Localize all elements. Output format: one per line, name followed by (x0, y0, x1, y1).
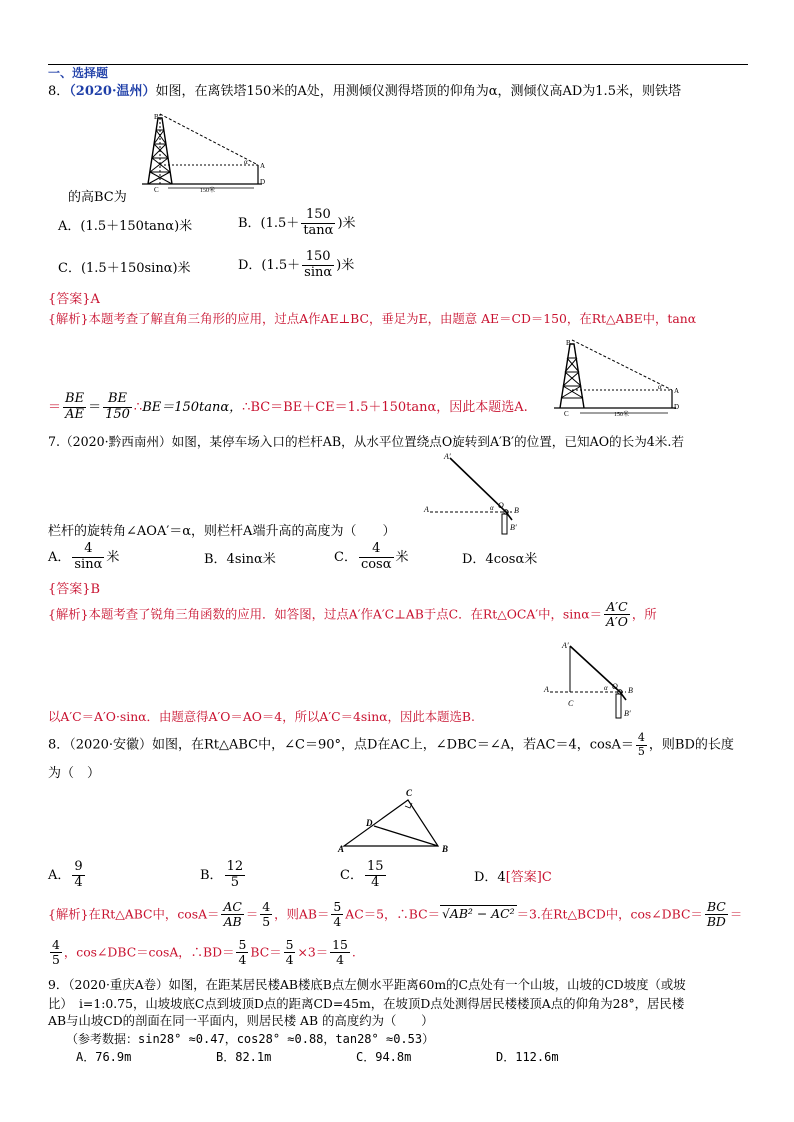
q4-line2: 比） i=1:0.75，山坡坡底C点到坡顶D点的距离CD=45m，在坡顶D点处测得居民楼楼顶A点的仰角为28°，居民楼 (48, 996, 685, 1011)
q3-an-3: ，则AB＝ (274, 906, 330, 922)
q1-option-a: A．(1.5＋150tanα)米 (58, 219, 193, 234)
q1-frac-be-150 (103, 392, 132, 423)
q1-stem (48, 84, 681, 100)
q3-fig-label-b: B (442, 844, 449, 854)
q1-option-b-num: 150 (301, 208, 335, 224)
q1-analysis-eq2: ＝ (88, 399, 102, 415)
q1-option-b-post: )米 (337, 215, 356, 231)
q2-analysis-end: ，所 (631, 606, 657, 622)
q3-l2-4: . (351, 944, 356, 960)
q1-frac2-num: BE (103, 392, 132, 408)
q2-option-c-pre: C． (334, 549, 357, 565)
q3-analysis-line1 (48, 900, 742, 930)
q3-option-c-num: 15 (366, 859, 384, 874)
svg-text:150米: 150米 (614, 412, 630, 418)
q3-l2-f4-num: 15 (332, 937, 348, 952)
q2-frac-a1c-a1o (604, 600, 630, 630)
q3-f4 (705, 900, 728, 930)
q3-option-a-den: 4 (74, 874, 83, 890)
svg-text:α: α (604, 684, 608, 692)
q3-fig-label-c: C (406, 788, 413, 798)
q1-option-d-pre: D．(1.5＋ (238, 257, 301, 273)
q1-stem-cont: 的高BC为 (68, 190, 127, 205)
q1-option-b-frac (301, 208, 335, 239)
q2-option-a-post: 米 (106, 549, 120, 565)
q3-sqrt-expr: AB² − AC² (449, 906, 515, 922)
q2-fig-label-c: C (568, 699, 574, 708)
q3-an-1: {解析}在Rt△ABC中，cosA＝ (48, 906, 220, 922)
q1-option-d (238, 250, 354, 281)
q2-option-b: B．4sinα米 (204, 552, 276, 567)
q3-option-c-pre: C． (340, 867, 363, 883)
svg-text:D: D (674, 403, 680, 411)
q2-option-c-frac (359, 542, 394, 573)
svg-text:B: B (566, 339, 571, 347)
q3-f3 (331, 900, 343, 930)
q3-l2-1: ，cos∠DBC＝cosA，∴BD＝ (63, 944, 235, 960)
q1-stem-text: 如图，在离铁塔150米的A处，用测倾仪测得塔顶的仰角为α，测倾仪高AD为1.5米，则铁塔 (155, 84, 681, 99)
q1-analysis-be: BE＝150tanα， (142, 399, 243, 415)
q3-f3-num: 5 (333, 899, 342, 914)
q1-fig-label-b: B (154, 113, 159, 121)
q3-stem-pre: 8．（2020·安徽）如图，在Rt△ABC中，∠C＝90°，点D在AC上，∠DBC＝∠A，若AC＝4，cosA＝ (48, 737, 634, 753)
q1-fig-label-d: D (260, 178, 266, 186)
q3-f2-num: 4 (262, 899, 271, 914)
q1-figure (138, 110, 268, 194)
svg-text:B′: B′ (624, 709, 631, 718)
q2-frac-num: A′C (604, 600, 630, 615)
q4-line1: 9．（2020·重庆A卷）如图，在距某居民楼AB楼底B点左侧水平距离60m的C点处有一个山坡，山坡的CD坡度（或坡 (48, 977, 686, 992)
q2-option-d: D．4cosα米 (462, 552, 538, 567)
q3-option-c-den: 4 (371, 874, 380, 890)
q3-stem-cont: 为（ ） (48, 766, 101, 781)
q3-f1-den: AB (223, 914, 242, 930)
svg-text:A: A (544, 685, 549, 694)
q3-option-a-pre: A． (48, 867, 71, 883)
q2-option-c (334, 542, 409, 573)
q1-answer: {答案}A (48, 292, 100, 307)
q3-f2-den: 5 (262, 914, 271, 930)
q3-stem (48, 732, 734, 758)
q3-option-a-num: 9 (74, 859, 83, 874)
q3-stem-post: ，则BD的长度 (648, 737, 734, 753)
q3-f2 (260, 900, 272, 930)
q3-l2-f1 (50, 938, 62, 968)
header-rule (48, 64, 748, 65)
q2-answer: {答案}B (48, 582, 101, 597)
q1-analysis-figure (548, 336, 688, 418)
q2-option-a-pre: A． (48, 549, 71, 565)
q3-analysis-line2 (48, 938, 356, 968)
svg-text:O: O (612, 682, 618, 691)
q1-option-b-den: tanα (303, 222, 334, 238)
q3-l2-f1-num: 4 (52, 937, 60, 952)
q3-l2-f2 (236, 938, 248, 968)
q4-line3: AB与山坡CD的剖面在同一平面内，则居民楼 AB 的高度约为（ ） (48, 1013, 434, 1028)
q2-analysis-text: {解析}本题考查了锐角三角函数的应用．如答图，过点A′作A′C⊥AB于点C．在Rt△OCA′中，sinα＝ (48, 606, 602, 622)
q3-l2-2: BC＝ (250, 944, 282, 960)
q3-option-c-frac (365, 860, 386, 891)
q1-option-d-post: )米 (336, 257, 355, 273)
q2-fig-label-o: O (498, 501, 504, 510)
q2-option-a-den: sinα (74, 556, 103, 572)
svg-text:A′: A′ (562, 641, 569, 650)
q3-option-d (474, 870, 552, 886)
q1-analysis-bc: ∴BC＝BE＋CE＝1.5＋150tanα，因此本题选A. (242, 399, 528, 415)
q4-reference-data: （参考数据：sin28° ≈0.47，cos28° ≈0.88，tan28° ≈0.53） (66, 1032, 435, 1046)
q3-an-4: AC＝5，∴BC＝ (345, 906, 440, 922)
q2-analysis-line1 (48, 600, 657, 630)
q2-fig-label-alpha: α (490, 504, 494, 512)
q3-l2-f2-den: 4 (238, 952, 247, 968)
q2-fig-label-a1: A′ (444, 452, 451, 461)
q3-option-a (48, 860, 87, 891)
q3-l2-f3-num: 5 (285, 937, 294, 952)
q1-option-d-num: 150 (302, 250, 334, 266)
q1-option-b (238, 208, 356, 239)
q3-f1-num: AC (223, 899, 242, 914)
q2-fig-label-a: A (424, 505, 429, 514)
q1-option-c: C．(1.5＋150sinα)米 (58, 261, 191, 276)
q4-option-c: C．94.8m (356, 1050, 412, 1064)
q2-option-c-num: 4 (359, 542, 394, 558)
q2-analysis-line2: 以A′C＝A′O·sinα．由题意得A′O＝AO＝4，所以A′C＝4sinα，因此本题选B. (48, 709, 475, 724)
q1-fig-label-dist: 150米 (200, 188, 216, 194)
q1-analysis-line2 (48, 392, 528, 423)
q3-l2-f3-den: 4 (285, 952, 294, 968)
q1-analysis-line1: {解析}本题考查了解直角三角形的应用，过点A作AE⊥BC，垂足为E，由题意 AE＝CD＝150，在Rt△ABE中，tanα (48, 311, 697, 326)
q2-stem-cont: 栏杆的旋转角∠AOA′＝α，则栏杆A端升高的高度为（ ） (48, 524, 396, 539)
q2-option-a-num: 4 (72, 542, 104, 558)
svg-text:B: B (628, 686, 633, 695)
q1-frac1-den: AE (65, 406, 84, 422)
q3-fig-label-d: D (366, 818, 373, 828)
q3-cos-num: 4 (637, 731, 645, 744)
q1-number: 8． (48, 84, 70, 99)
q3-l2-f4-den: 4 (336, 952, 344, 968)
q3-f4-num: BC (705, 900, 728, 915)
q4-option-a: A．76.9m (76, 1050, 132, 1064)
q3-option-a-frac (72, 860, 84, 891)
q3-an-2: ＝ (245, 906, 259, 922)
q3-figure (336, 786, 462, 856)
section-title: 一、选择题 (48, 66, 109, 80)
svg-text:α: α (658, 383, 662, 391)
q3-an-6: ＝ (729, 906, 743, 922)
q3-option-c (340, 860, 388, 891)
q3-answer: [答案]C (505, 870, 552, 885)
q3-f3-den: 4 (333, 914, 342, 930)
q1-frac1-num: BE (65, 391, 85, 406)
q3-option-b-den: 5 (230, 874, 239, 890)
q2-option-c-post: 米 (395, 549, 409, 565)
q1-frac2-den: 150 (105, 406, 130, 422)
q3-l2-f4 (330, 938, 350, 968)
q3-fig-label-a: A (338, 844, 345, 854)
q3-option-b-frac (225, 860, 246, 891)
q1-option-b-pre: B．(1.5＋ (238, 215, 300, 231)
q1-analysis-eq: ＝ (48, 399, 62, 415)
q3-l2-f3 (284, 938, 296, 968)
q2-option-c-den: cosα (360, 556, 392, 572)
q3-option-d-text: D．4 (474, 870, 506, 885)
q1-fig-label-alpha: α (244, 158, 248, 166)
q4-option-b: B．82.1m (216, 1050, 272, 1064)
q2-fig-label-b: B (514, 506, 519, 515)
q3-cos-den: 5 (637, 744, 645, 758)
q2-stem: 7.（2020·黔西南州）如图，某停车场入口的栏杆AB，从水平位置绕点O旋转到A′B′的位置，已知AO的长为4米.若 (48, 434, 684, 449)
q3-f1 (221, 900, 243, 930)
q3-l2-f2-num: 5 (238, 937, 247, 952)
q2-option-a-frac (72, 542, 104, 573)
q2-fig-label-b1: B′ (510, 523, 517, 532)
q1-option-d-frac (302, 250, 334, 281)
q1-frac-be-ae (63, 392, 86, 423)
q3-sqrt: √AB² − AC² (441, 906, 515, 922)
q1-fig-label-c: C (154, 186, 159, 194)
q2-option-a (48, 542, 119, 573)
q1-source: （2020·温州） (69, 84, 156, 99)
q1-option-d-den: sinα (304, 264, 333, 280)
q4-option-d: D．112.6m (496, 1050, 559, 1064)
q3-f4-den: BD (706, 914, 726, 930)
q3-l2-f1-den: 5 (52, 952, 60, 968)
q2-analysis-figure (540, 640, 640, 724)
q3-option-b-pre: B． (200, 867, 223, 883)
q3-option-b-num: 12 (226, 859, 244, 874)
q3-an-5: ＝3.在Rt△BCD中，cos∠DBC＝ (516, 906, 703, 922)
q2-frac-den: A′O (605, 614, 628, 630)
svg-text:A: A (674, 387, 680, 395)
svg-text:C: C (564, 410, 569, 418)
q1-fig-label-a: A (260, 162, 266, 170)
q1-analysis-therefore: ∴ (133, 399, 143, 415)
q2-figure (420, 450, 530, 536)
q3-l2-3: ×3＝ (297, 944, 329, 960)
q3-cos-frac (636, 732, 647, 758)
q3-option-b (200, 860, 247, 891)
